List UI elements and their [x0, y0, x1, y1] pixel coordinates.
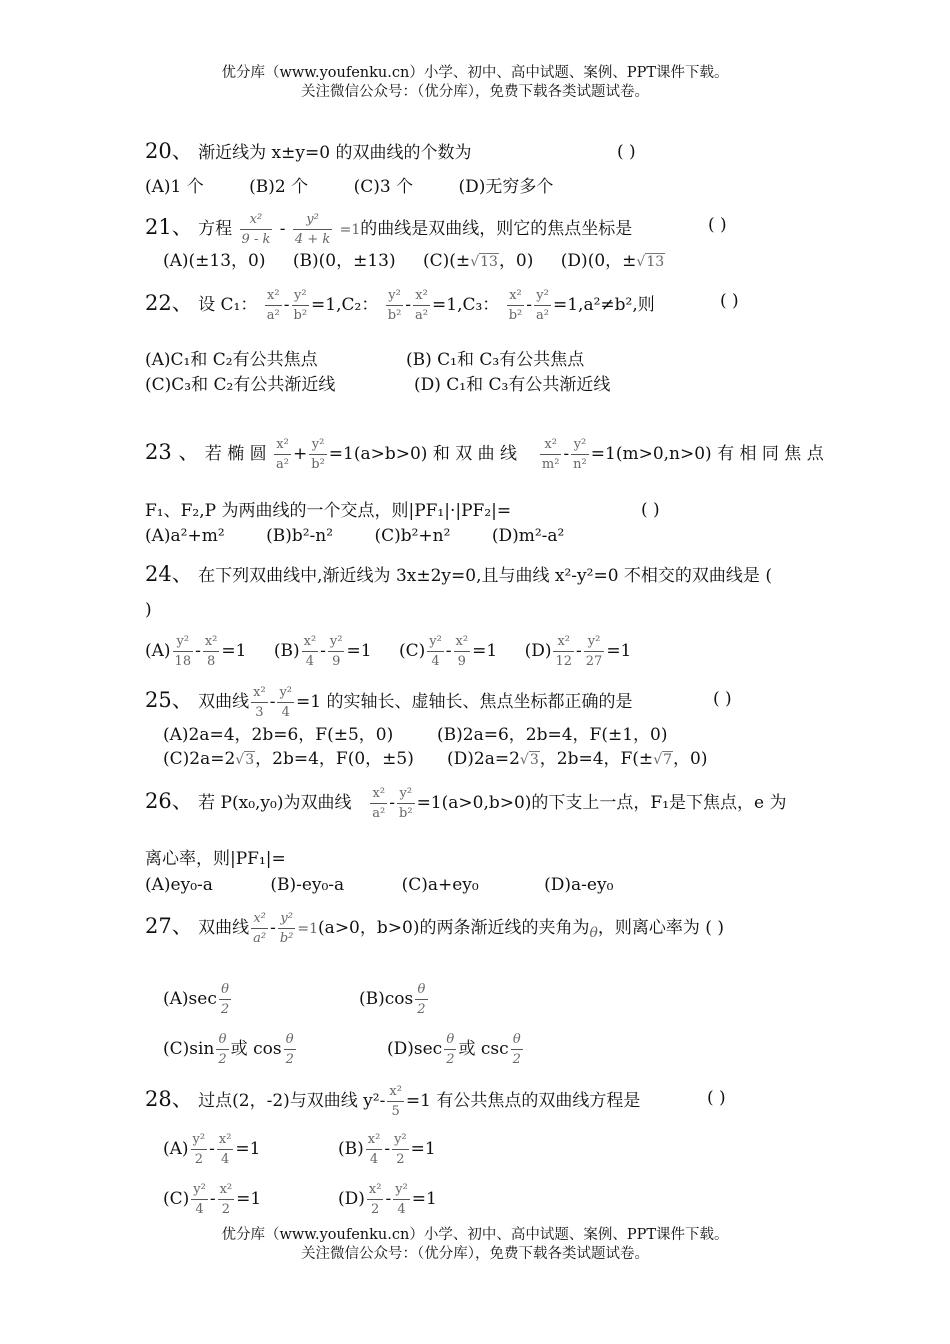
fraction: $\frac{\text{y²}}{\text{a²}}$ — [536, 288, 549, 323]
question-number: 24、 — [145, 562, 193, 586]
minus-sign: - — [279, 219, 286, 239]
option-c: (C)2a=2√3，2b=4，F(0，±5) — [163, 749, 414, 769]
fraction: $\frac{\text{x²}}{3}$ — [253, 685, 266, 720]
header-line1: 优分库（www.youfenku.cn）小学、初中、高中试题、案例、PPT课件下载。 — [221, 65, 729, 81]
question-27: 27、 双曲线 $\frac{\text{x²}}{\text{a²}}$ - $\frac{\text{y²}}{\text{b²}}$ =1(a>0，b>0)的两条渐近线的夹角为$_\theta$，则离心率为 ( ) — [145, 911, 724, 946]
option-c: (C) $\frac{\text{y²}}{4}$ - $\frac{\text{x²}}{9}$ =1 — [398, 634, 498, 669]
answer-blank: ( ) — [708, 215, 727, 235]
option-b: (B)cos $\frac{\theta}{2}$ — [359, 982, 426, 1017]
question-25: 25、 双曲线 $\frac{\text{x²}}{3}$ - $\frac{\text{y²}}{4}$ =1 的实轴长、虚轴长、焦点坐标都正确的是 — [145, 685, 633, 720]
question-24 — [145, 563, 772, 587]
option-b: (B)b²-n² — [266, 526, 334, 546]
question-number: 26、 — [145, 789, 193, 813]
question-22: 22、 设 C₁： $\frac{\text{x²}}{\text{a²}}$ - $\frac{\text{y²}}{\text{b²}}$ =1,C₂： $\frac{\text{y²}}{\text{b²}}$ - $\frac{\text{x²}}{\text{a²}}$ =1,C₃： $\frac{\text{x²}}{\text{b²}}$ - $\frac{\text{y²}}{\text{a²}}$ =1,a²≠b²,则 — [145, 288, 655, 323]
question-stem-pre: 双曲线 — [198, 692, 250, 712]
question-20 — [145, 140, 471, 164]
answer-blank: ( ) — [617, 142, 636, 162]
fraction: $\frac{\text{x²}}{5}$ — [389, 1084, 402, 1119]
question-stem-pre: 若 椭 圆 — [204, 444, 267, 464]
question-stem-pre: 设 C₁： — [198, 295, 258, 315]
plus-sign: + — [293, 444, 308, 464]
question-stem-pre: 双曲线 — [198, 918, 250, 938]
fraction: $\frac{\text{x²}}{\text{a²}}$ — [372, 786, 386, 821]
question-stem: 渐近线为 x±y=0 的双曲线的个数为 — [198, 143, 472, 163]
option-a: (A) $\frac{\text{y²}}{18}$ - $\frac{\text{x²}}{8}$ =1 — [145, 634, 247, 669]
option-c: (C)C₃和 C₂有公共渐近线 — [145, 375, 336, 395]
question-number: 28、 — [145, 1087, 193, 1111]
answer-blank: ( ) — [713, 689, 732, 709]
option-d: (D)无穷多个 — [458, 177, 554, 197]
option-d: (D) C₁和 C₃有公共渐近线 — [414, 375, 611, 395]
question-stem: 在下列双曲线中,渐近线为 3x±2y=0,且与曲线 x²-y²=0 不相交的双曲线是 ( — [198, 566, 772, 586]
option-a: (A)sec $\frac{\theta}{2}$ — [163, 982, 230, 1017]
option-c: (C) $\frac{\text{y²}}{4}$ - $\frac{\text{x²}}{2}$ =1 — [163, 1182, 262, 1217]
page-header — [0, 64, 950, 102]
answer-blank: ( ) — [707, 1088, 726, 1108]
option-b: (B)-ey₀-a — [270, 875, 345, 895]
question-number: 20、 — [145, 139, 193, 163]
option-d: (D)(0，±√13 — [560, 251, 665, 271]
c3-label: =1,C₃： — [432, 295, 500, 315]
question-stem-post: (a>0，b>0)的两条渐近线的夹角为 — [318, 918, 590, 938]
fraction: $\frac{\text{y²}}{4}$ — [279, 685, 292, 720]
option-c: (C)b²+n² — [374, 526, 451, 546]
answer-blank: ( ) — [720, 291, 739, 311]
question-26-line2: 离心率，则|PF₁|= — [145, 849, 286, 869]
fraction: $\frac{\text{x²}}{\text{m²}}$ — [541, 437, 560, 472]
question-28 — [145, 1085, 640, 1118]
option-d: (D)m²-a² — [491, 526, 565, 546]
question-stem-mid: =1(a>b>0) 和 双 曲 线 — [328, 444, 518, 464]
footer-line2: 关注微信公众号：（优分库），免费下载各类试题试卷。 — [301, 1246, 649, 1262]
question-26: 26、 若 P(x₀,y₀)为双曲线 $\frac{\text{x²}}{\text{a²}}$ - $\frac{\text{y²}}{\text{b²}}$ =1(a>0,b>0)的下支上一点，F₁是下焦点，e 为 — [145, 786, 787, 821]
c2-label: =1,C₂： — [311, 295, 379, 315]
option-b: (B)2 个 — [249, 177, 309, 197]
question-stem-pre: 若 P(x₀,y₀)为双曲线 — [198, 793, 352, 813]
options-21 — [163, 250, 665, 273]
question-number: 21、 — [145, 215, 193, 239]
option-d: (D) $\frac{\text{x²}}{12}$ - $\frac{\text{y²}}{27}$ =1 — [524, 634, 632, 669]
question-stem-post: =1(a>0,b>0)的下支上一点，F₁是下焦点，e 为 — [416, 793, 787, 813]
option-d: (D)a-ey₀ — [544, 875, 614, 895]
option-c: (C)3 个 — [353, 177, 414, 197]
option-b: (B)(0，±13) — [292, 251, 396, 271]
answer-blank: ( ) — [641, 500, 660, 520]
question-stem-post2: ，则离心率为 ( ) — [597, 918, 724, 938]
footer-line1: 优分库（www.youfenku.cn）小学、初中、高中试题、案例、PPT课件下载。 — [221, 1227, 729, 1243]
option-b: (B)2a=6，2b=4，F(±1，0) — [437, 725, 668, 745]
fraction: $\frac{\text{y²}}{4 + k}$ — [294, 212, 331, 247]
header-line2: 关注微信公众号：（优分库），免费下载各类试题试卷。 — [301, 84, 649, 100]
question-stem-post: =1(m>0,n>0) 有 相 同 焦 点 — [590, 444, 824, 464]
fraction: $\frac{\text{x²}}{\text{b²}}$ — [508, 288, 523, 323]
question-number: 23 、 — [145, 440, 200, 464]
question-stem-post: =1,a²≠b²,则 — [552, 295, 655, 315]
fraction: $\frac{\text{y²}}{\text{b²}}$ — [311, 437, 325, 472]
question-24-close: ) — [145, 600, 152, 620]
options-20 — [145, 176, 553, 198]
fraction: $\frac{\text{x²}}{\text{a²}}$ — [415, 288, 429, 323]
question-stem-post: =1 的实轴长、虚轴长、焦点坐标都正确的是 — [296, 692, 633, 712]
fraction: $\frac{\text{y²}}{\text{b²}}$ — [387, 288, 402, 323]
fraction: $\frac{\text{x²}}{\text{a²}}$ — [276, 437, 289, 472]
theta-symbol: θ — [589, 925, 598, 941]
option-d: (D)2a=2√3，2b=4，F(±√7，0) — [447, 749, 708, 769]
question-number: 22、 — [145, 291, 193, 315]
options-23 — [145, 525, 564, 547]
option-c: (C)a+ey₀ — [401, 875, 479, 895]
option-d: (D) $\frac{\text{x²}}{2}$ - $\frac{\text{y²}}{4}$ =1 — [338, 1182, 437, 1217]
option-a: (A)1 个 — [145, 177, 204, 197]
equals: =1 — [297, 921, 319, 937]
fraction: $\frac{\text{x²}}{\text{a²}}$ — [253, 911, 267, 946]
question-stem-post: =1 有公共焦点的双曲线方程是 — [405, 1091, 641, 1111]
option-a: (A)a²+m² — [145, 526, 225, 546]
fraction: $\frac{\text{y²}}{\text{b²}}$ — [279, 911, 294, 946]
option-a: (A)C₁和 C₂有公共焦点 — [145, 350, 318, 370]
fraction: $\frac{\text{y²}}{\text{b²}}$ — [399, 786, 413, 821]
option-d: (D)sec $\frac{\theta}{2}$ 或 csc $\frac{\theta}{2}$ — [387, 1032, 521, 1067]
question-number: 25、 — [145, 688, 193, 712]
fraction: $\frac{\text{x²}}{\text{a²}}$ — [266, 288, 280, 323]
option-c: (C)(±√13，0) — [423, 251, 534, 271]
option-a: (A)ey₀-a — [145, 875, 213, 895]
option-a: (A) $\frac{\text{y²}}{2}$ - $\frac{\text{x²}}{4}$ =1 — [163, 1132, 261, 1167]
fraction: $\frac{\text{x²}}{9 - k}$ — [241, 212, 271, 247]
options-24 — [145, 635, 631, 668]
option-a: (A)(±13，0) — [163, 251, 266, 271]
question-21 — [145, 213, 632, 246]
equals: =1 — [339, 222, 361, 238]
page-footer — [0, 1226, 950, 1264]
option-a: (A)2a=4，2b=6，F(±5，0) — [163, 725, 394, 745]
question-stem-pre: 过点(2，-2)与双曲线 y²- — [198, 1091, 386, 1111]
question-number: 27、 — [145, 914, 193, 938]
question-23-line2: F₁、F₂,P 为两曲线的一个交点，则|PF₁|·|PF₂|= — [145, 501, 512, 521]
options-26 — [145, 874, 613, 896]
option-c: (C)sin $\frac{\theta}{2}$ 或 cos $\frac{\theta}{2}$ — [163, 1032, 294, 1067]
fraction: $\frac{\text{y²}}{\text{b²}}$ — [293, 288, 308, 323]
fraction: $\frac{\text{y²}}{\text{n²}}$ — [573, 437, 587, 472]
option-b: (B) $\frac{\text{x²}}{4}$ - $\frac{\text{y²}}{9}$ =1 — [273, 634, 372, 669]
question-23: 23 、 若 椭 圆 $\frac{\text{x²}}{\text{a²}}$ + $\frac{\text{y²}}{\text{b²}}$ =1(a>b>0) 和 双 曲 线 $\frac{\text{x²}}{\text{m²}}$ - $\frac{\text{y²}}{\text{n²}}$ =1(m>0,n>0) 有 相 同 焦 点 — [145, 437, 824, 472]
option-b: (B) C₁和 C₃有公共焦点 — [406, 350, 585, 370]
question-stem-post: 的曲线是双曲线，则它的焦点坐标是 — [360, 219, 633, 239]
option-b: (B) $\frac{\text{x²}}{4}$ - $\frac{\text{y²}}{2}$ =1 — [338, 1132, 436, 1167]
question-stem-pre: 方程 — [198, 219, 233, 239]
